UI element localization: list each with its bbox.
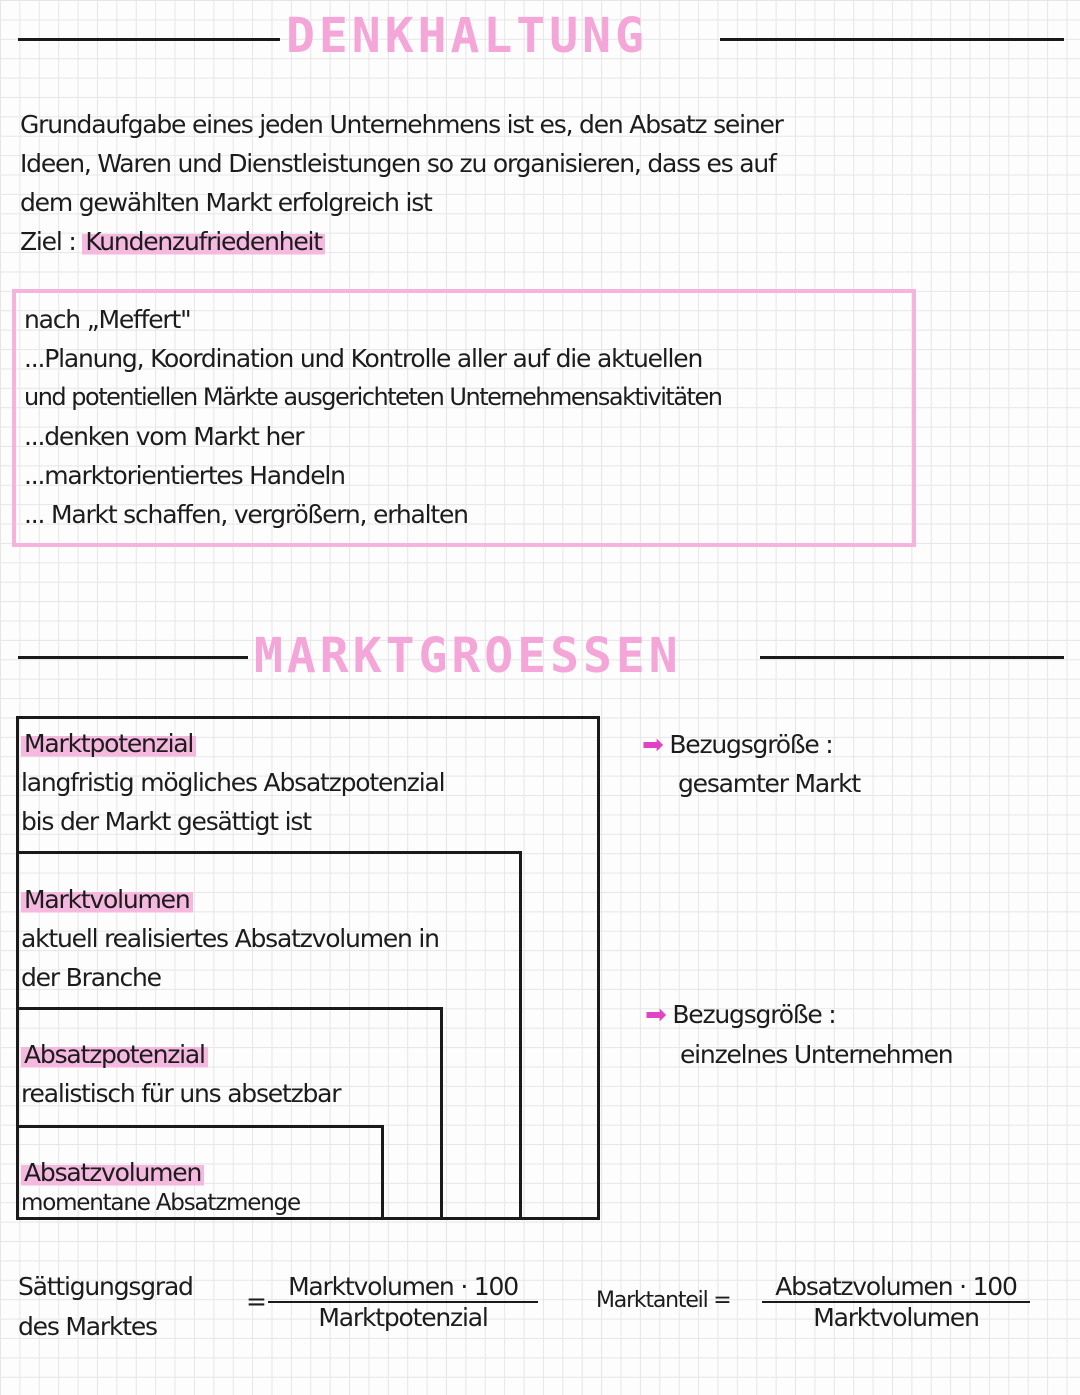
meffert-line-1: ...Planung, Koordination und Kontrolle aller auf die aktuellen <box>24 344 703 373</box>
share-denominator: Marktvolumen <box>813 1303 979 1332</box>
marktvolumen-title-text: Marktvolumen <box>21 885 193 914</box>
goal-line <box>20 227 325 256</box>
absatzpotenzial-line-1: realistisch für uns absetzbar <box>21 1079 341 1108</box>
absatzpotenzial-title <box>21 1040 208 1069</box>
intro-line-3: dem gewählten Markt erfolgreich ist <box>20 188 432 217</box>
goal-value: Kundenzufriedenheit <box>82 227 325 256</box>
marktvolumen-line-2: der Branche <box>21 963 161 992</box>
saturation-denominator: Marktpotenzial <box>318 1303 488 1332</box>
saturation-fraction <box>268 1272 538 1332</box>
meffert-line-3: ...denken vom Markt her <box>24 422 304 451</box>
marktpotenzial-line-1: langfristig mögliches Absatzpotenzial <box>21 768 445 797</box>
marktpotenzial-title <box>21 729 196 758</box>
saturation-numerator: Marktvolumen · 100 <box>268 1272 538 1303</box>
section-title-denkhaltung: DENKHALTUNG <box>286 8 648 64</box>
note-1-label-text: Bezugsgröße : <box>669 730 833 759</box>
arrow-right-icon: ➡ <box>645 1000 666 1030</box>
absatzvolumen-title <box>21 1158 204 1187</box>
saturation-label-1: Sättigungsgrad <box>18 1272 193 1301</box>
heading-rule-left <box>18 38 280 41</box>
note-2-label <box>645 1000 836 1030</box>
heading-rule-left-2 <box>18 656 248 659</box>
saturation-label-2: des Marktes <box>18 1312 157 1341</box>
marktvolumen-title <box>21 885 193 914</box>
heading-rule-right-2 <box>760 656 1064 659</box>
absatzvolumen-line-1: momentane Absatzmenge <box>21 1190 300 1216</box>
goal-label: Ziel : <box>20 227 76 256</box>
intro-line-1: Grundaufgabe eines jeden Unternehmens ist es, den Absatz seiner <box>20 110 783 139</box>
meffert-line-2: und potentiellen Märkte ausgerichteten Unternehmensaktivitäten <box>24 383 722 411</box>
share-numerator: Absatzvolumen · 100 <box>762 1272 1030 1303</box>
meffert-heading: nach „Meffert" <box>24 305 191 334</box>
arrow-right-icon: ➡ <box>642 730 663 760</box>
note-1-label <box>642 730 833 760</box>
note-2-value: einzelnes Unternehmen <box>680 1040 953 1069</box>
saturation-equals: = <box>246 1287 266 1316</box>
marktvolumen-line-1: aktuell realisiertes Absatzvolumen in <box>21 924 439 953</box>
intro-line-2: Ideen, Waren und Dienstleistungen so zu organisieren, dass es auf <box>20 149 776 178</box>
marktpotenzial-line-2: bis der Markt gesättigt ist <box>21 807 311 836</box>
absatzpotenzial-title-text: Absatzpotenzial <box>21 1040 208 1069</box>
section-title-marktgroessen: MARKTGROESSEN <box>254 628 682 684</box>
meffert-line-4: ...marktorientiertes Handeln <box>24 461 345 490</box>
share-fraction <box>762 1272 1030 1332</box>
note-1-value: gesamter Markt <box>678 769 861 798</box>
share-label: Marktanteil = <box>596 1288 731 1313</box>
heading-rule-right <box>720 38 1064 41</box>
absatzvolumen-title-text: Absatzvolumen <box>21 1158 204 1187</box>
meffert-line-5: ... Markt schaffen, vergrößern, erhalten <box>24 500 468 529</box>
marktpotenzial-title-text: Marktpotenzial <box>21 729 196 758</box>
note-2-label-text: Bezugsgröße : <box>672 1000 836 1029</box>
